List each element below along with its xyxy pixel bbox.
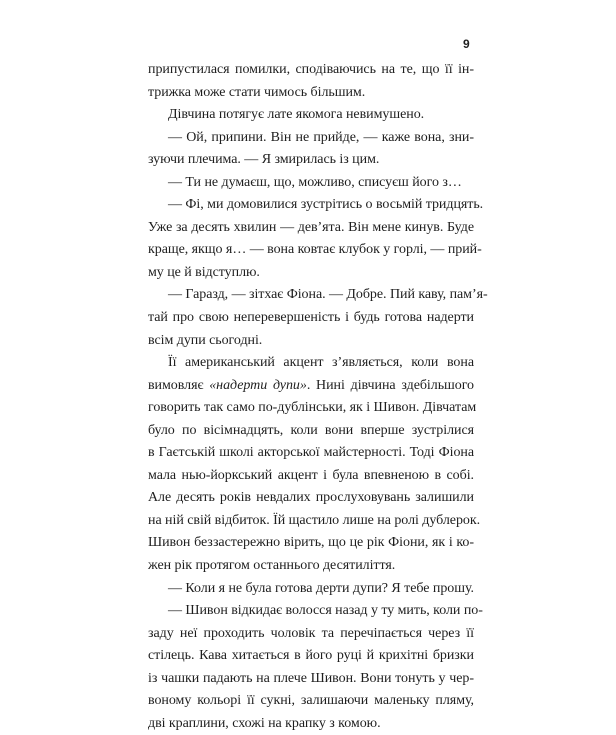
- text-segment: . Нині дівчина здебільшого: [306, 377, 475, 393]
- text-line: краще, якщо я… — вона ковтає клубок у горлі, — прий-: [148, 242, 482, 258]
- text-line: припустилася помилки, сподіваючись на те, що її ін-: [148, 62, 474, 77]
- text-line: му це й відступлю.: [148, 264, 260, 280]
- text-line: жен рік протягом останнього десятиліття.: [148, 558, 396, 574]
- text-line: Але десять років невдалих прослуховувань залишили: [148, 490, 474, 506]
- text-line: із чашки падають на плече Шивон. Вони тонуть у чер-: [148, 670, 474, 686]
- text-line: всім дупи сьогодні.: [148, 332, 263, 348]
- text-line: стілець. Кава хитається в його руці й крихітні бризки: [148, 648, 474, 664]
- text-line: Уже за десять хвилин — дев’ята. Він мене кинув. Буде: [148, 219, 474, 235]
- text-line: воному кольорі її сукні, залишаючи маленьку пляму,: [148, 693, 474, 709]
- text-line: було по вісімнадцять, коли вони вперше зустрілися: [148, 422, 474, 438]
- text-line: — Ой, припини. Він не прийде, — каже вона, зни-: [168, 129, 474, 145]
- text-line: — Фі, ми домовилися зустрітись о восьмій тридцять.: [168, 197, 484, 213]
- text-line: [148, 375, 474, 398]
- text-line: говорить так само по-дублінськи, як і Шивон. Дівчатам: [148, 400, 477, 416]
- text-line: на ній свій відбиток. Їй щастило лише на ролі дублерок.: [148, 512, 481, 528]
- text-line: — Шивон відкидає волосся назад у ту мить, коли по-: [168, 603, 483, 619]
- text-segment: вимовляє: [148, 377, 210, 393]
- text-line: Шивон беззастережно вірить, що це рік Фіони, як і ко-: [148, 535, 474, 551]
- text-line: заду неї проходить чоловік та перечіпається через її: [148, 625, 474, 641]
- page-number: 9: [463, 37, 470, 51]
- body-text: [148, 59, 488, 735]
- italic-quote: «надерти дупи»: [209, 377, 307, 393]
- text-line: Її американський акцент з’являється, коли вона: [168, 355, 474, 371]
- text-line: — Коли я не була готова дерти дупи? Я тебе прошу.: [168, 580, 474, 596]
- text-line: — Ти не думаєш, що, можливо, списуєш його з…: [168, 174, 462, 190]
- text-line: — Гаразд, — зітхає Фіона. — Добре. Пий каву, пам’я-: [168, 287, 488, 303]
- text-line: Дівчина потягує лате якомога невимушено.: [168, 107, 425, 123]
- text-line: мала нью-йоркський акцент і була впевненою в собі.: [148, 467, 474, 483]
- text-line: в Гаєтській школі акторської майстерності. Тоді Фіона: [148, 445, 474, 461]
- text-line: тай про свою неперевершеність і будь готова надерти: [148, 310, 474, 326]
- text-line: дві краплини, схожі на крапку з комою.: [148, 715, 381, 731]
- text-line: зуючи плечима. — Я змирилась із цим.: [148, 152, 380, 168]
- text-line: трижка може стати чимось більшим.: [148, 84, 366, 100]
